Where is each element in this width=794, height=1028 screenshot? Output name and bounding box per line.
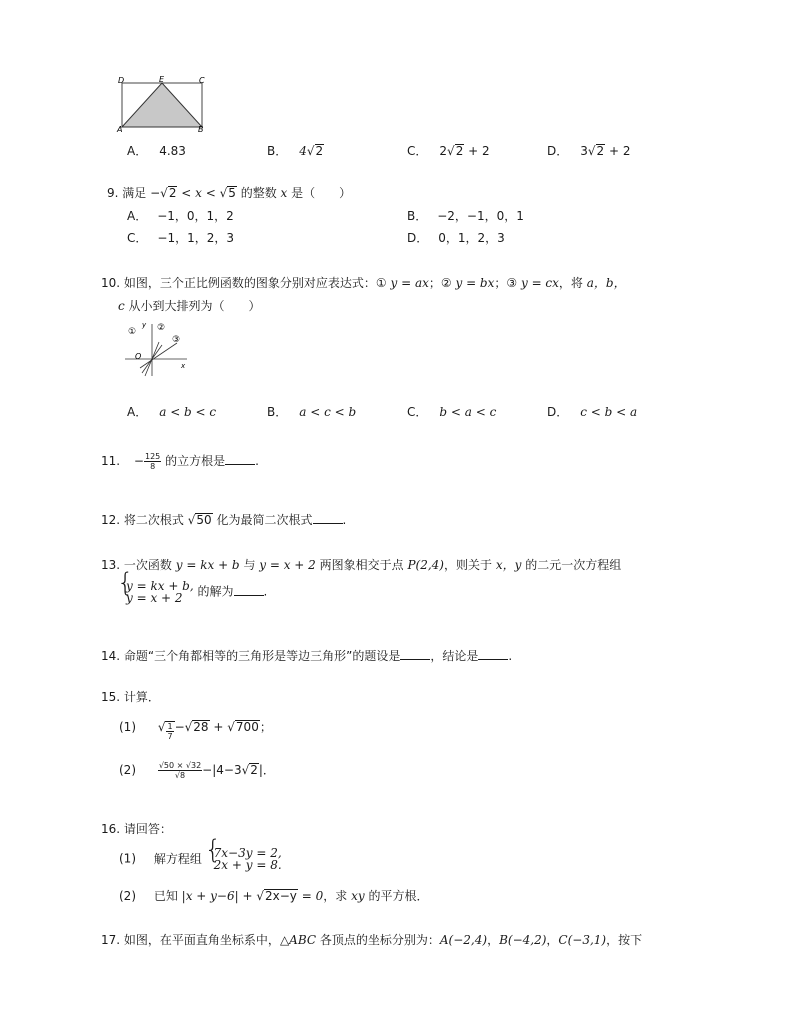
q10-stem-line2: c 从小到大排列为（ ）: [118, 299, 261, 313]
proportional-functions-graph: [115, 318, 195, 380]
q9-option-b[interactable]: B． −2，−1，0，1: [407, 209, 524, 223]
graph-label-y: y: [142, 321, 147, 329]
q14-stem: 14. 命题“三个角都相等的三角形是等边三角形”的题设是 ，结论是 .: [101, 649, 513, 663]
graph-label-x: x: [181, 362, 186, 370]
q16-equation-system: { 7x−3y = 2, 2x + y = 8.: [206, 847, 282, 871]
q8-option-d[interactable]: D． 3√2 + 2: [547, 144, 631, 158]
q14-conclusion-blank[interactable]: [478, 648, 508, 660]
q13-stem-line1: 13. 一次函数 y = kx + b 与 y = x + 2 两图象相交于点 P(2,4)，则关于 x，y 的二元一次方程组: [101, 558, 622, 572]
label-D: D: [118, 76, 125, 85]
q12-stem: 12. 将二次根式 √50 化为最简二次根式 .: [101, 513, 347, 527]
q17-stem: 17. 如图，在平面直角坐标系中，△ABC 各顶点的坐标分别为：A(−2,4)，B(−4,2)，C(−3,1)，按下: [101, 933, 643, 947]
graph-label-1: ①: [128, 327, 137, 337]
q10-option-d[interactable]: D． c < b < a: [547, 405, 638, 419]
q11-answer-blank[interactable]: [225, 453, 255, 465]
q9-option-c[interactable]: C． −1，1，2，3: [127, 231, 234, 245]
q13-equation-system: { y = kx + b, y = x + 2: [118, 580, 194, 604]
q11-stem: 11. − $\frac{125}{8}$ 的立方根是 .: [101, 452, 259, 471]
q13-stem-line2: { y = kx + b, y = x + 2 的解为 .: [118, 580, 267, 604]
q9-option-d[interactable]: D． 0，1，2，3: [407, 231, 505, 245]
graph-label-3: ③: [172, 335, 181, 345]
q16-part1: (1) 解方程组 { 7x−3y = 2, 2x + y = 8.: [119, 847, 282, 871]
q8-option-b[interactable]: B． 4√2: [267, 144, 324, 158]
graph-label-origin: O: [135, 352, 142, 361]
q14-premise-blank[interactable]: [400, 648, 430, 660]
q15-title: 15. 计算．: [101, 690, 160, 704]
label-E: E: [159, 75, 165, 84]
q10-stem-line1: 10. 如图，三个正比例函数的图象分别对应表达式：① y = ax；② y = bx；③ y = cx，将 a，b，: [101, 276, 626, 290]
q10-option-a[interactable]: A． a < b < c: [127, 405, 217, 419]
label-C: C: [199, 76, 205, 85]
label-B: B: [198, 125, 204, 134]
label-A: A: [117, 125, 123, 134]
q15-part2: (2) $\frac{√50 \times √32}{√8}$ −|4−3√2|．: [119, 761, 275, 780]
q8-option-a[interactable]: A． 4.83: [127, 144, 186, 158]
q9-stem: 9. 满足 −√2 < x < √5 的整数 x 是（ ）: [107, 186, 352, 200]
rectangle-triangle-figure: [112, 74, 212, 136]
q8-option-c[interactable]: C． 2√2 + 2: [407, 144, 490, 158]
q16-part2: (2) 已知 |x + y−6| + √2x−y = 0，求 xy 的平方根．: [119, 889, 429, 903]
q13-answer-blank[interactable]: [234, 584, 264, 596]
q9-option-a[interactable]: A． −1，0，1，2: [127, 209, 234, 223]
q10-option-c[interactable]: C． b < a < c: [407, 405, 497, 419]
q15-part1: (1) √ $\frac{1}{7}$ −√28 + √700；: [119, 720, 272, 741]
q12-answer-blank[interactable]: [313, 512, 343, 524]
q10-option-b[interactable]: B． a < c < b: [267, 405, 357, 419]
q16-title: 16. 请回答：: [101, 822, 172, 836]
graph-label-2: ②: [157, 323, 166, 333]
